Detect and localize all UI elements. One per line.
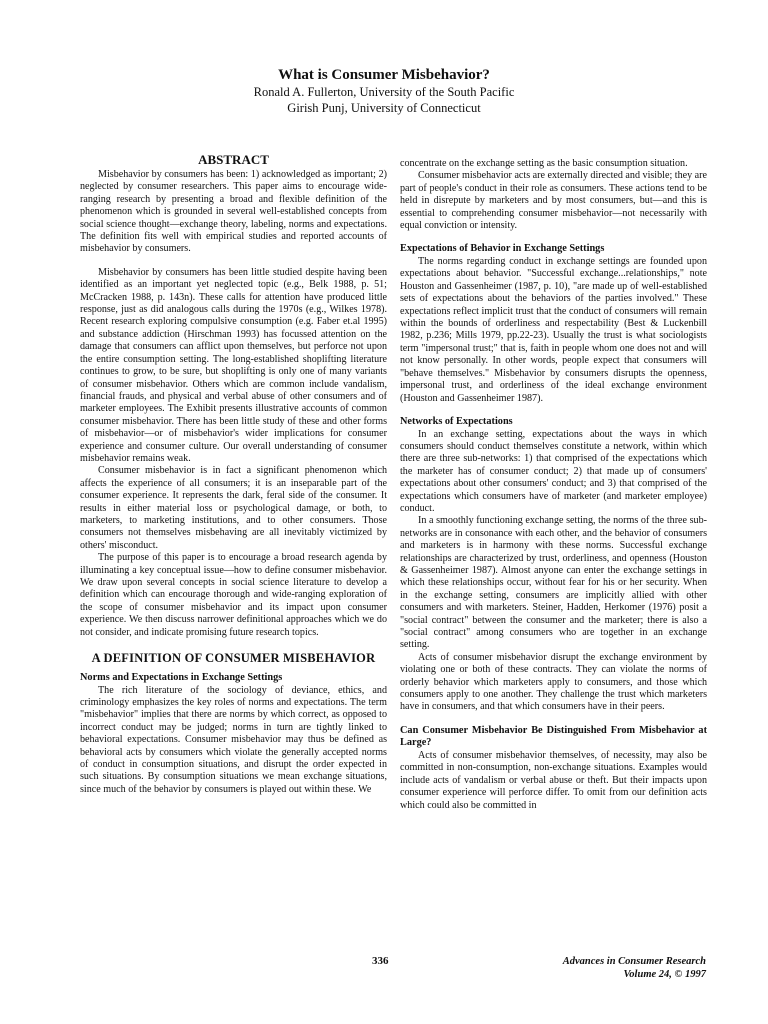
abstract-text: Misbehavior by consumers has been: 1) acknowledged as important; 2) neglected by consumer researchers. This paper aims to encourage wide-ranging research by presenting a broad and flexible definition of the phenomenon which is grounded in several well-established concepts from social science thought—exchange theory, labeling, norms and expectations. The definition fits well with empirical studies and reported accounts of misbehavior by consumers. xyxy=(80,169,387,255)
intro-paragraph-1: Misbehavior by consumers has been little studied despite having been identified as an important yet neglected topic (e.g., Belk 1988, p. 51; McCracken 1988, p. 143n). These calls for attention have produced little response, just as did analogous calls during the 1970s (e.g., Wilkes 1978). Recent research exploring compulsive consumption (e.g. Faber et.al 1995) and substance addiction (Hirschman 1993) has focussed attention on the damage that consumers can afflict upon themselves, but perforce not upon the entire consumption setting. The long-established shoplifting literature continues to grow, to be sure, but shoplifting is only one of many variants of consumer misbehavior. Others which are common include vandalism, financial frauds, and physical and verbal abuse of other consumers and of marketer employees. The Exhibit presents illustrative accounts of common consumer misbehavior. There has been little study of these and other forms of misbehavior—or of misbehavior's wider implications for consumer experience and consumer culture. Our overall understanding of consumer misbehavior remains weak. xyxy=(80,266,387,464)
networks-paragraph-2: In a smoothly functioning exchange setting, the norms of the three sub-networks are in consonance with each other, and the behavior of consumers and marketers is in harmony with these norms. Successful exchange relationships are characterized by trust, orderliness, and openness (Houston & Gassenheimer 1987). Almost anyone can enter the exchange settings in which these relationships occur, without fear for his or her security. When in the exchange setting, consumers are implicitly allied with other consumers and with marketers. Steiner, Hadden, Herkomer (1976) posit a "social contract" between the consumer and the marketer; there is also a "social contract" among consumers who are together in an exchange setting. xyxy=(400,515,707,651)
externally-directed-paragraph: Consumer misbehavior acts are externally directed and visible; they are part of people's conduct in their role as consumers. These actions tend to be held in disrepute by marketers and by most consumers, but—and this is essential to comprehending consumer misbehavior—not necessarily with equal conviction or intensity. xyxy=(400,170,707,232)
intro-paragraph-3: The purpose of this paper is to encourage a broad research agenda by illuminating a key conceptual issue—how to define consumer misbehavior. We draw upon several concepts in social science literature to develop a definition which can encourage thorough and wide-ranging exploration of the scope of consumer misbehavior and its impact upon consumer experience. We then discuss narrower definitional approaches which we do not consider, and indicate promising future research topics. xyxy=(80,552,387,638)
networks-paragraph-1: In an exchange setting, expectations about the ways in which consumers should conduct themselves constitute a network, within which there are three sub-networks: 1) that comprised of the expectations which the marketer has of consumer conduct; 2) that made up of consumers' expectations about other consumers' conduct; and 3) that comprised of the expectations which consumers have of marketer (and marketer employee) conduct. xyxy=(400,428,707,514)
title-block xyxy=(0,66,768,116)
subheading-distinguished: Can Consumer Misbehavior Be Distinguished From Misbehavior at Large? xyxy=(400,724,707,749)
paper-title: What is Consumer Misbehavior? xyxy=(278,67,490,83)
left-column xyxy=(80,152,387,796)
continued-paragraph: concentrate on the exchange setting as the basic consumption situation. xyxy=(400,158,688,169)
subheading-norms: Norms and Expectations in Exchange Settings xyxy=(80,672,283,684)
right-column xyxy=(400,158,707,812)
subheading-expectations: Expectations of Behavior in Exchange Settings xyxy=(400,243,605,255)
networks-paragraph-3: Acts of consumer misbehavior disrupt the exchange environment by violating one or both of these contracts. They can violate the norms of orderly behavior which marketers apply to consumers, and those which consumers apply to one another. They challenge the trust which marketers have in consumers, and that which consumers have in their peers. xyxy=(400,651,707,713)
author-2: Girish Punj, University of Connecticut xyxy=(287,101,481,115)
journal-name: Advances in Consumer Research xyxy=(562,956,706,967)
section-heading-definition: A DEFINITION OF CONSUMER MISBEHAVIOR xyxy=(91,651,376,666)
author-1: Ronald A. Fullerton, University of the South Pacific xyxy=(253,85,515,99)
expectations-paragraph: The norms regarding conduct in exchange settings are founded upon expectations about behavior. "Successful exchange...relationships," note Houston and Gassenheimer (1987, p. 10), "are made up of well-established sets of expectations about the behaviors of the parties involved." These expectations reflect implicit trust that the conduct of consumers will remain within the bounds of orderliness and respectability (Best & Luckenbill 1982, p.236; Mills 1979, pp.22-23). Usually the trust is what sociologists term "impersonal trust;" that is, faith in people whom one does not and will not know personally. In other words, people expect that consumers will "behave themselves." Misbehavior by consumers disrupts the openness, impersonal trust, and orderliness of the ideal exchange environment (Houston and Gassenheimer 1987). xyxy=(400,256,707,404)
journal-citation xyxy=(563,955,706,981)
page-number: 336 xyxy=(372,955,389,967)
journal-volume: Volume 24, © 1997 xyxy=(623,969,706,980)
intro-paragraph-2: Consumer misbehavior is in fact a significant phenomenon which affects the experience of all consumers; it is an inseparable part of the consumer experience. It represents the dark, feral side of the consumer. It results in either material loss or psychological damage, or both, to marketers, to marketing institutions, and to other consumers. Those consumers not themselves misbehaving are all inevitably victimized by others' misconduct. xyxy=(80,465,387,551)
norms-paragraph: The rich literature of the sociology of deviance, ethics, and criminology emphasizes the key roles of norms and expectations. The term "misbehavior" implies that there are norms by which correct, as opposed to incorrect conduct may be judged; norms in turn are tightly linked to behavioral expectations. Consumer misbehavior may thus be defined as behavioral acts by consumers which violate the generally accepted norms of conduct in consumption situations, and disrupt the order expected in such situations. By consumption situations we mean exchange situations, since much of the behavior by consumers is played out within these. We xyxy=(80,684,387,795)
subheading-networks: Networks of Expectations xyxy=(400,415,513,427)
distinguished-paragraph: Acts of consumer misbehavior themselves, of necessity, may also be committed in non-consumption, non-exchange situations. Examples would include acts of vandalism or verbal abuse or theft. But their impacts upon consumer experience will perforce differ. To omit from our definition acts which could also be committed in xyxy=(400,750,707,811)
abstract-heading: ABSTRACT xyxy=(198,152,269,167)
